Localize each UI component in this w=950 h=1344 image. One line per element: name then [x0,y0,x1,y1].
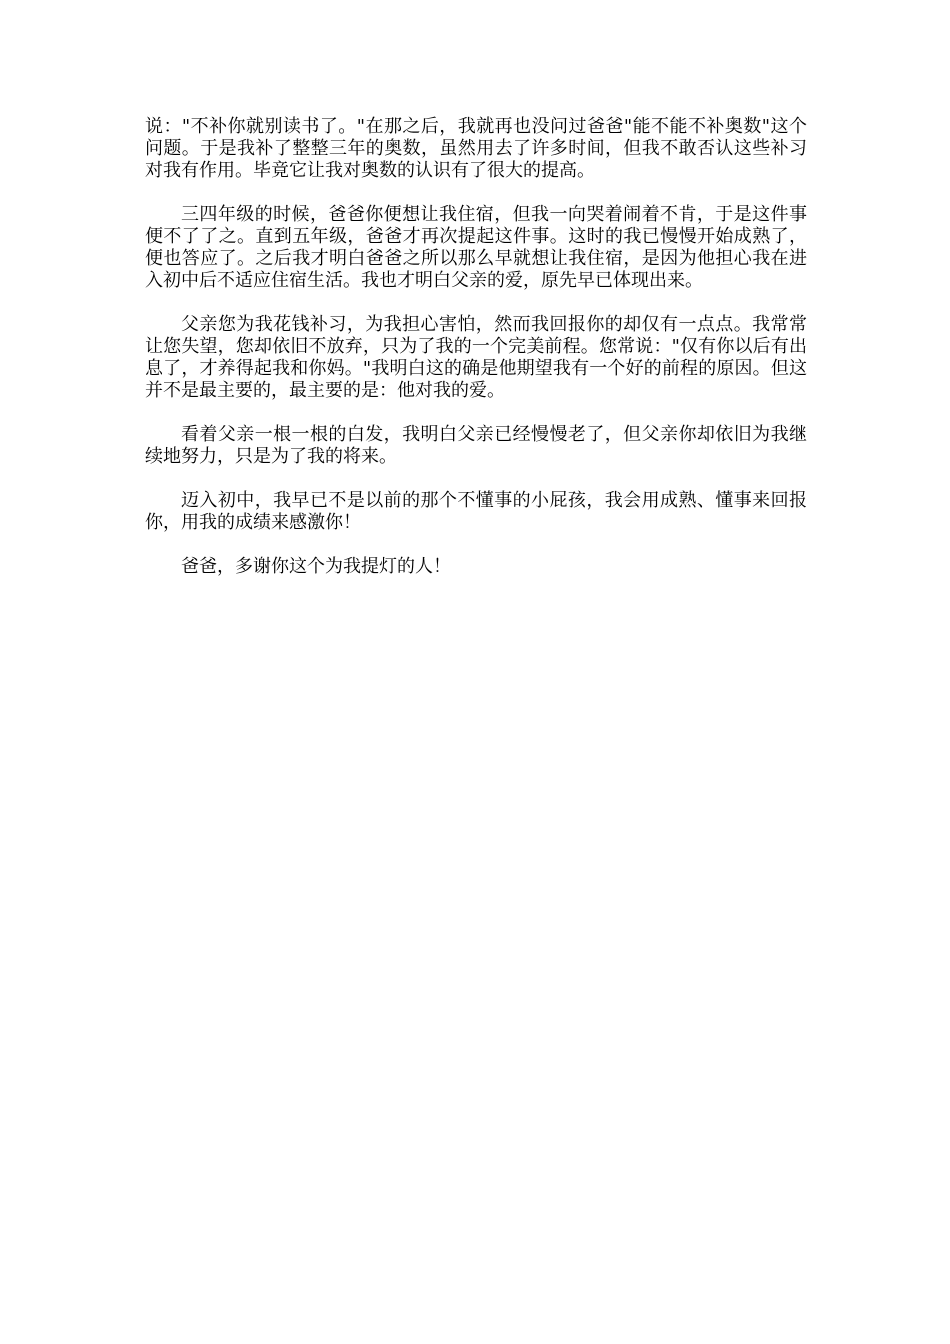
document-body [145,116,807,600]
paragraph-1: 说："不补你就别读书了。"在那之后，我就再也没问过爸爸"能不能不补奥数"这个问题。于是我补了整整三年的奥数，虽然用去了许多时间，但我不敢否认这些补习对我有作用。毕竟它让我对奥数的认识有了很大的提高。 [145,116,807,181]
paragraph-2: 三四年级的时候，爸爸你便想让我住宿，但我一向哭着闹着不肯，于是这件事便不了了之。直到五年级，爸爸才再次提起这件事。这时的我已慢慢开始成熟了，便也答应了。之后我才明白爸爸之所以那么早就想让我住宿，是因为他担心我在进入初中后不适应住宿生活。我也才明白父亲的爱，原先早已体现出来。 [145,204,807,291]
paragraph-3: 父亲您为我花钱补习，为我担心害怕，然而我回报你的却仅有一点点。我常常让您失望，您却依旧不放弃，只为了我的一个完美前程。您常说："仅有你以后有出息了，才养得起我和你妈。"我明白这的确是他期望我有一个好的前程的原因。但这并不是最主要的，最主要的是：他对我的爱。 [145,314,807,401]
paragraph-4: 看着父亲一根一根的白发，我明白父亲已经慢慢老了，但父亲你却依旧为我继续地努力，只是为了我的将来。 [145,424,807,467]
paragraph-5: 迈入初中，我早已不是以前的那个不懂事的小屁孩，我会用成熟、懂事来回报你，用我的成绩来感激你！ [145,490,807,533]
paragraph-6: 爸爸，多谢你这个为我提灯的人！ [181,556,451,577]
